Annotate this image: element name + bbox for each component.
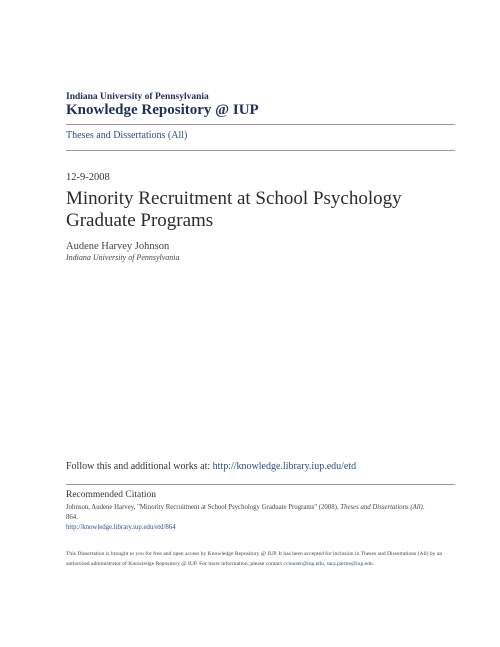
header-divider-bottom [66, 150, 455, 151]
document-title: Minority Recruitment at School Psychology Graduate Programs [66, 188, 402, 231]
notice-joiner: , [323, 561, 327, 567]
citation-divider [66, 484, 455, 485]
contact-email-2[interactable]: sara.parme@iup.edu [326, 561, 373, 567]
notice-end: . [372, 561, 375, 567]
series-link[interactable]: Theses and Dissertations (All) [66, 130, 188, 141]
institution-name: Indiana University of Pennsylvania [66, 92, 209, 102]
citation-series: Theses and Dissertations (All) [340, 504, 423, 511]
contact-email-1[interactable]: cclouser@iup.edu [283, 561, 324, 567]
citation-main: Johnson, Audene Harvey, "Minority Recruitment at School Psychology Graduate Programs" (2008). [66, 504, 341, 511]
citation-text [66, 503, 438, 533]
follow-line [66, 461, 356, 472]
follow-url-link[interactable]: http://knowledge.library.iup.edu/etd [212, 461, 357, 472]
author-affiliation: Indiana University of Pennsylvania [66, 253, 180, 262]
author-name: Audene Harvey Johnson [66, 241, 170, 252]
header-divider-top [66, 124, 455, 125]
citation-url-link[interactable]: http://knowledge.library.iup.edu/etd/864 [66, 524, 176, 531]
recommended-citation-heading: Recommended Citation [66, 490, 156, 500]
repository-name[interactable]: Knowledge Repository @ IUP [66, 102, 259, 118]
access-notice [66, 549, 446, 569]
follow-prefix: Follow this and additional works at: [66, 461, 213, 472]
publication-date: 12-9-2008 [66, 172, 110, 183]
citation-number: . 864. [66, 504, 425, 521]
notice-text: This Dissertation is brought to you for free and open access by Knowledge Repository @ IUP. It has been accepted for inclusion in Theses and Dissertations (All) by an authorized administrator of Knowledge Repository @ IUP. For more information, please contact [66, 551, 443, 567]
